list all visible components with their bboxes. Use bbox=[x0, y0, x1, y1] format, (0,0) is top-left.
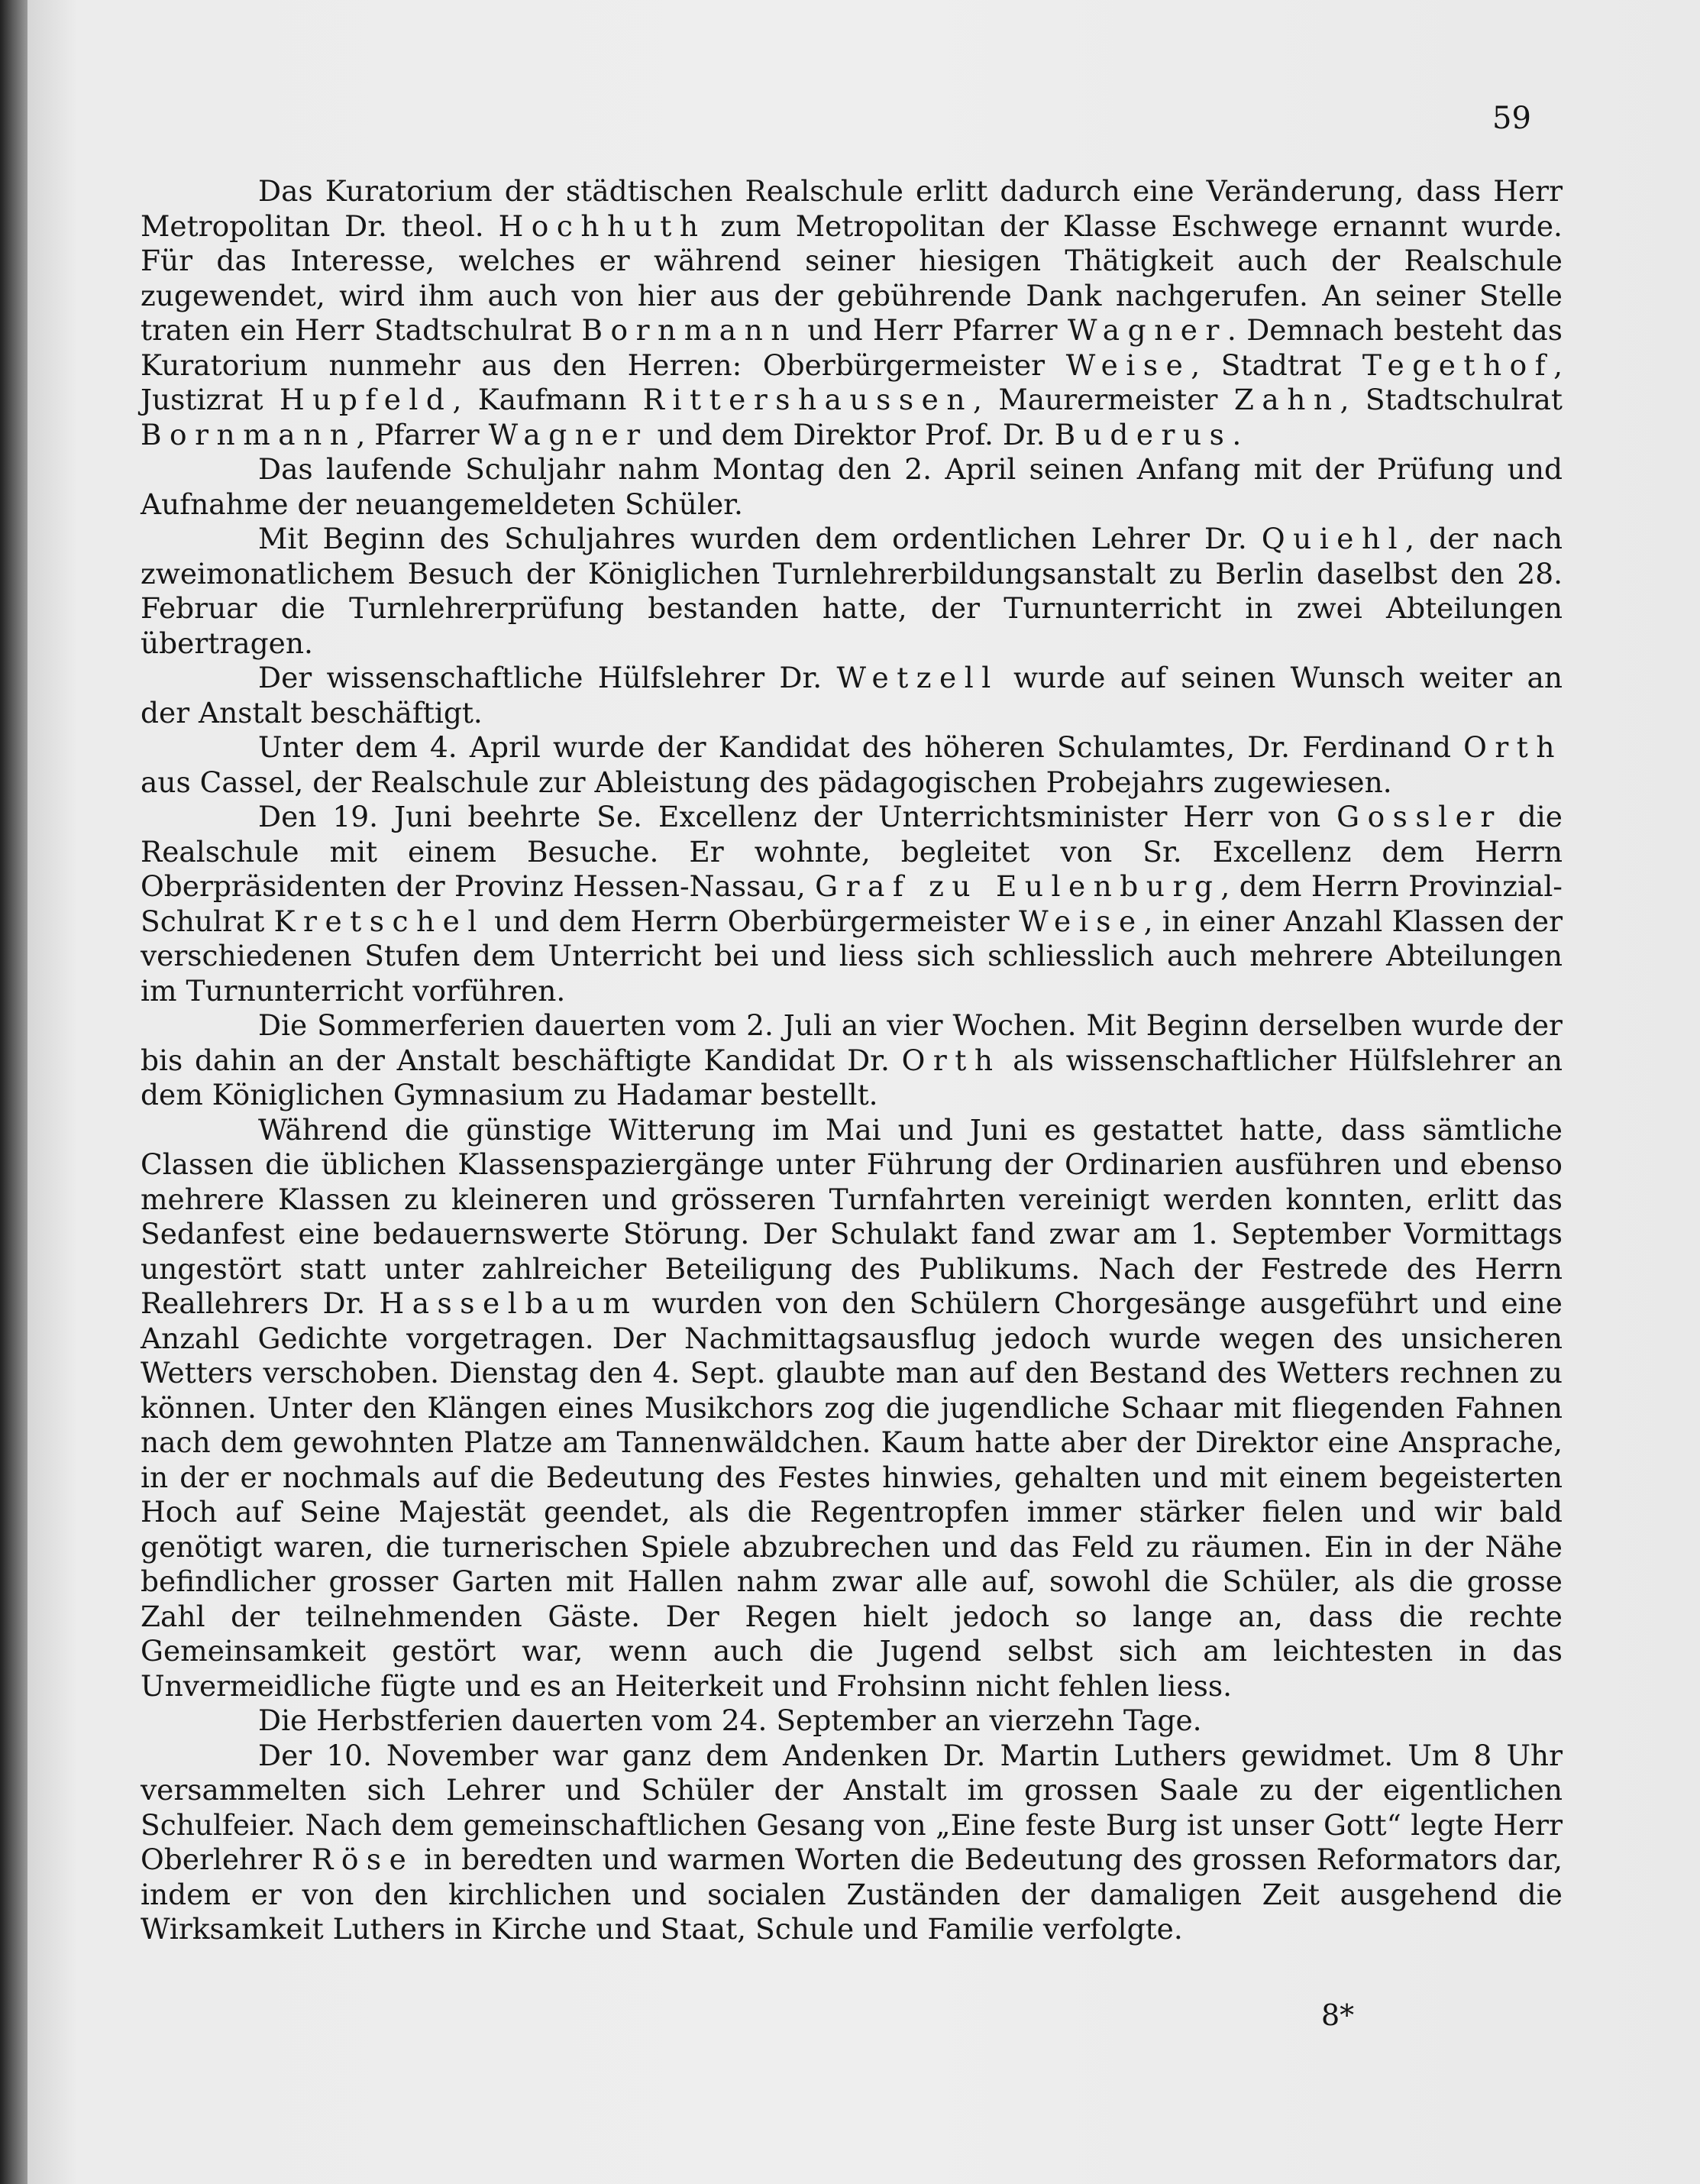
text-run: und dem Herrn Oberbürgermeister bbox=[484, 904, 1020, 938]
text-run: aus Cassel, der Realschule zur Ableistung des pädagogischen Probejahrs zugewiesen. bbox=[141, 765, 1392, 799]
spaced-name: Buderus bbox=[1054, 417, 1233, 451]
text-run: , Pfarrer bbox=[356, 417, 489, 451]
paragraph bbox=[141, 522, 1563, 661]
text-run: Die Herbstferien dauerten vom 24. September an vierzehn Tage. bbox=[258, 1704, 1202, 1737]
text-run: Unter dem 4. April wurde der Kandidat des höheren Schulamtes, Dr. Ferdinand bbox=[258, 730, 1464, 764]
text-run: Die Sommerferien dauerten vom 2. Juli an vier Wochen. Mit Beginn derselben wurde der bis dahin an der Anstalt beschäftigte Kandidat Dr. bbox=[141, 1008, 1563, 1077]
text-run: Der wissenschaftliche Hülfslehrer Dr. bbox=[258, 661, 837, 694]
spaced-name: Röse bbox=[312, 1843, 415, 1876]
spaced-name: Weise bbox=[1065, 348, 1191, 382]
spaced-name: Weise bbox=[1019, 904, 1144, 938]
spaced-name: Orth bbox=[901, 1043, 1001, 1077]
text-run: in beredten und warmen Worten die Bedeutung des grossen Reformators dar, indem er von den kirchlichen und socialen Zuständen der damaligen Zeit ausgehend die Wirksamkeit Luthers in Kirche und Staat, Schule und Familie verfolgte. bbox=[141, 1843, 1563, 1946]
text-run: . bbox=[1232, 417, 1242, 451]
text-run: , Kaufmann bbox=[452, 383, 643, 416]
paragraph bbox=[141, 730, 1563, 800]
spaced-name: Rittershaussen bbox=[642, 383, 974, 416]
paragraph bbox=[141, 1739, 1563, 1947]
spaced-name: Wagner bbox=[488, 417, 648, 451]
paragraph bbox=[141, 1704, 1563, 1739]
text-run: Während die günstige Witterung im Mai und Juni es gestattet hatte, dass sämtliche Classen die üblichen Klassenspaziergänge unter Führung der Ordinarien ausführen und ebenso mehrere Klassen zu kleineren und grösseren Turnfahrten vereinigt werden konnten, erlitt das Sedanfest eine bedauernswerte Störung. Der Schulakt fand zwar am 1. September Vormittags ungestört statt unter zahlreicher Beteiligung des Publikums. Nach der Festrede des Herrn Reallehrers Dr. bbox=[141, 1112, 1563, 1320]
spaced-name: Graf zu Eulenburg bbox=[815, 869, 1221, 903]
spaced-name: Tegethof bbox=[1362, 348, 1554, 382]
book-gutter bbox=[0, 0, 27, 2184]
text-run: , Justizrat bbox=[141, 348, 1563, 416]
paragraph bbox=[141, 174, 1563, 452]
text-run: wurde auf seinen Wunsch weiter an der Anstalt beschäftigt. bbox=[141, 661, 1563, 730]
text-run: Das laufende Schuljahr nahm Montag den 2. April seinen Anfang mit der Prüfung und Aufnahme der neuangemeldeten Schüler. bbox=[141, 452, 1563, 521]
text-run: Mit Beginn des Schuljahres wurden dem ordentlichen Lehrer Dr. bbox=[258, 522, 1262, 555]
paragraph bbox=[141, 661, 1563, 730]
text-run: Das Kuratorium der städtischen Realschule erlitt dadurch eine Veränderung, dass Herr Metropolitan Dr. theol. bbox=[141, 174, 1563, 243]
page-number: 59 bbox=[1492, 101, 1531, 136]
text-run: , Stadtschulrat bbox=[1340, 383, 1563, 416]
spaced-name: Quiehl bbox=[1261, 522, 1406, 555]
spaced-name: Kretschel bbox=[273, 904, 485, 938]
spaced-name: Wetzell bbox=[836, 661, 999, 694]
text-run: Der 10. November war ganz dem Andenken Dr. Martin Luthers gewidmet. Um 8 Uhr versammelten sich Lehrer und Schüler der Anstalt im grossen Saale zu der eigentlichen Schulfeier. Nach dem gemeinschaftlichen Gesang von „Eine feste Burg ist unser Gott“ legte Herr Oberlehrer bbox=[141, 1738, 1563, 1876]
body-text bbox=[141, 174, 1563, 1947]
spaced-name: Bornmann bbox=[141, 417, 357, 451]
spaced-name: Bornmann bbox=[581, 313, 797, 347]
text-run: , Maurermeister bbox=[973, 383, 1234, 416]
text-run: Den 19. Juni beehrte Se. Excellenz der Unterrichtsminister Herr von bbox=[258, 800, 1337, 833]
text-run: , der nach zweimonatlichem Besuch der Königlichen Turnlehrerbildungsanstalt zu Berlin daselbst den 28. Februar die Turnlehrerprüfung bestanden hatte, der Turnunterricht in zwei Abteilungen übertragen. bbox=[141, 522, 1563, 660]
spaced-name: Orth bbox=[1463, 730, 1563, 764]
text-run: und Herr Pfarrer bbox=[797, 313, 1068, 347]
paragraph bbox=[141, 800, 1563, 1008]
book-page bbox=[27, 0, 1700, 2184]
text-run: wurden von den Schülern Chorgesänge ausgeführt und eine Anzahl Gedichte vorgetragen. Der Nachmittagsausflug jedoch wurde wegen des unsicheren Wetters verschoben. Dienstag den 4. Sept. glaubte man auf den Bestand des Wetters rechnen zu können. Unter den Klängen eines Musikchors zog die jugendliche Schaar mit fliegenden Fahnen nach dem gewohnten Platze am Tannenwäldchen. Kaum hatte aber der Direktor eine Ansprache, in der er nochmals auf die Bedeutung des Festes hinwies, gehalten und mit einem begeisterten Hoch auf Seine Majestät geendet, als die Regentropfen immer stärker fielen und wir bald genötigt waren, die turnerischen Spiele abzubrechen und das Feld zu räumen. Ein in der Nähe befindlicher grosser Garten mit Hallen nahm zwar alle auf, sowohl die Schüler, als die grosse Zahl der teilnehmenden Gäste. Der Regen hielt jedoch so lange an, dass die rechte Gemeinsamkeit gestört war, wenn auch die Jugend selbst sich am leichtesten in das Unvermeidliche fügte und es an Heiterkeit und Frohsinn nicht fehlen liess. bbox=[141, 1286, 1563, 1703]
spaced-name: Hasselbaum bbox=[379, 1286, 638, 1320]
signature-mark: 8* bbox=[1321, 1998, 1355, 2032]
paragraph bbox=[141, 452, 1563, 522]
spaced-name: Hochhuth bbox=[498, 209, 706, 243]
paragraph bbox=[141, 1008, 1563, 1113]
spaced-name: Gossler bbox=[1336, 800, 1502, 833]
spaced-name: Hupfeld bbox=[280, 383, 453, 416]
text-run: . Demnach besteht das Kuratorium nunmehr aus den Herren: Oberbürgermeister bbox=[141, 313, 1563, 382]
text-run: als wissenschaftlicher Hülfslehrer an dem Königlichen Gymnasium zu Hadamar bestellt. bbox=[141, 1043, 1563, 1111]
text-run: und dem Direktor Prof. Dr. bbox=[648, 417, 1055, 451]
spaced-name: Wagner bbox=[1067, 313, 1227, 347]
paragraph bbox=[141, 1113, 1563, 1704]
text-run: , dem Herrn Provinzial-Schulrat bbox=[141, 869, 1563, 938]
text-run: die Realschule mit einem Besuche. Er wohnte, begleitet von Sr. Excellenz dem Herrn Oberpräsidenten der Provinz Hessen-Nassau, bbox=[141, 800, 1563, 903]
text-run: , in einer Anzahl Klassen der verschiedenen Stufen dem Unterricht bei und liess sich schliesslich auch mehrere Abteilungen im Turnunterricht vorführen. bbox=[141, 904, 1563, 1008]
text-run: zum Metropolitan der Klasse Eschwege ernannt wurde. Für das Interesse, welches er während seiner hiesigen Thätigkeit auch der Realschule zugewendet, wird ihm auch von hier aus der gebührende Dank nachgerufen. An seiner Stelle traten ein Herr Stadtschulrat bbox=[141, 209, 1563, 347]
spaced-name: Zahn bbox=[1233, 383, 1340, 416]
text-run: , Stadtrat bbox=[1191, 348, 1362, 382]
